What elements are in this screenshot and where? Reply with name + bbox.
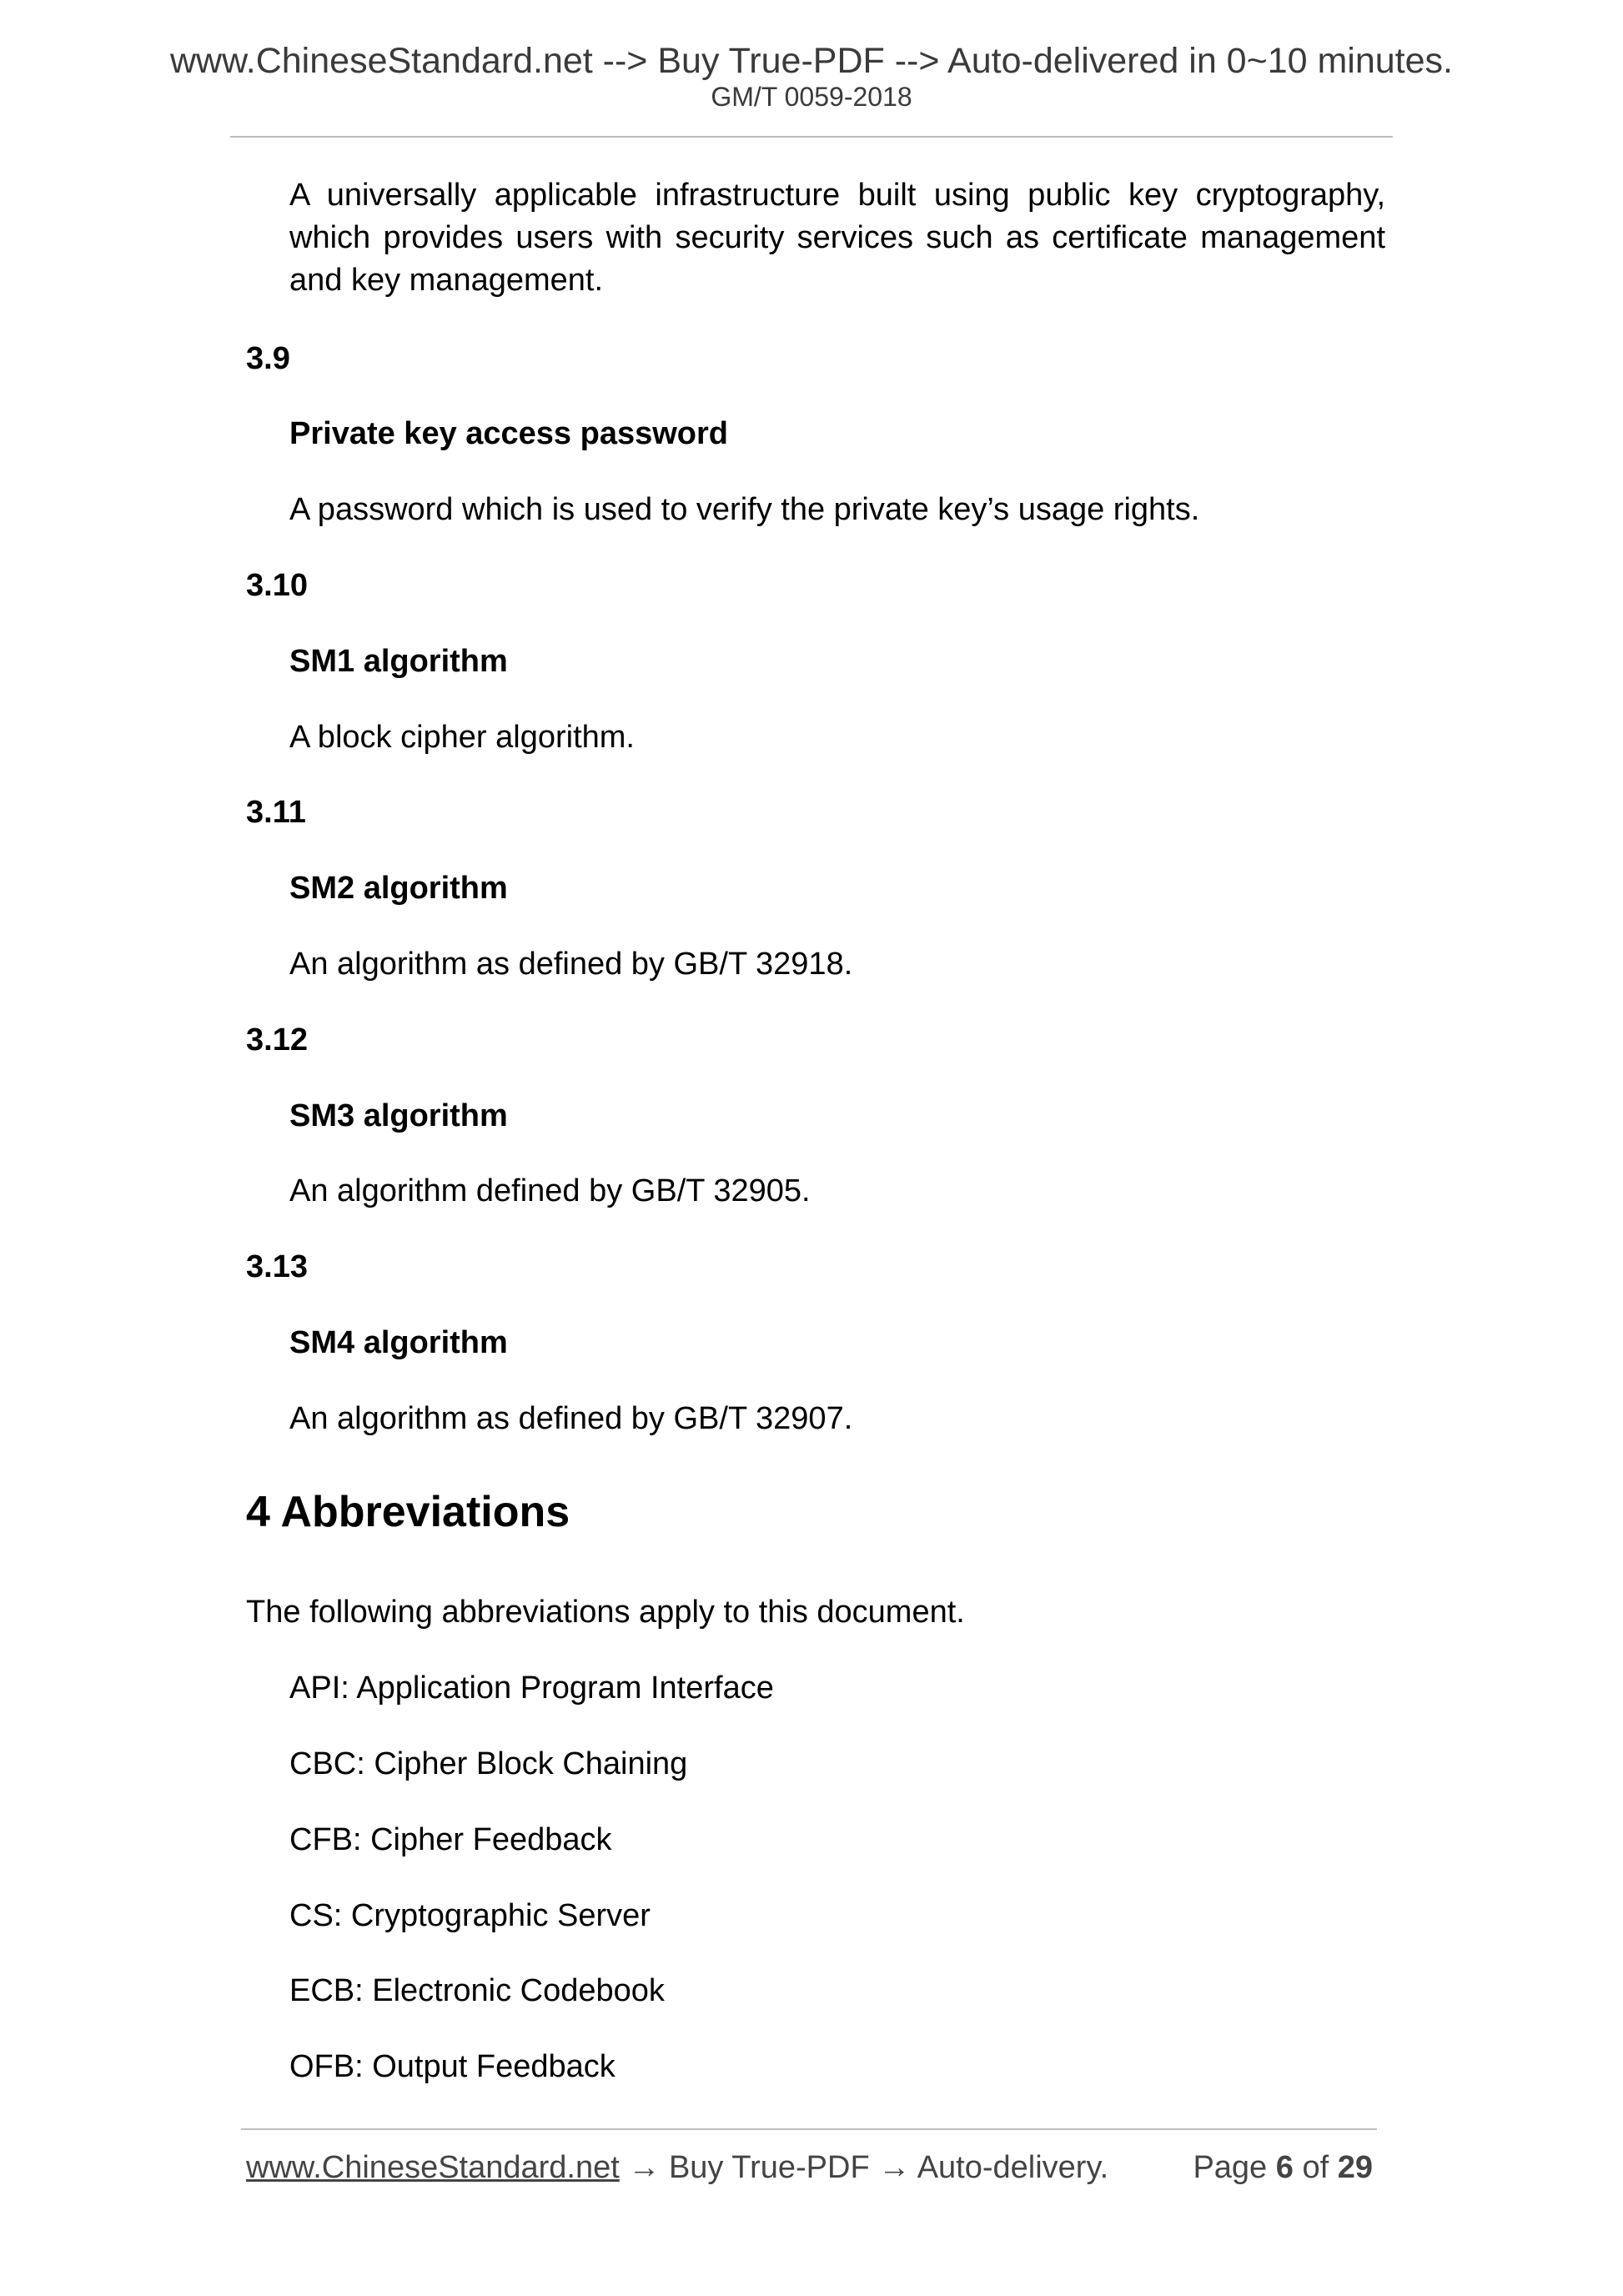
term-definition: An algorithm as defined by GB/T 32907. [289,1401,853,1436]
term-title: SM3 algorithm [289,1098,508,1133]
of-label: of [1302,2150,1329,2185]
term-number: 3.12 [246,1022,308,1058]
term-number: 3.11 [246,795,306,830]
section-heading: 4 Abbreviations [246,1488,570,1536]
term-title: Private key access password [289,416,729,451]
term-title: SM4 algorithm [289,1325,508,1360]
term-definition: An algorithm defined by GB/T 32905. [289,1173,811,1208]
term-title: SM1 algorithm [289,644,508,679]
footer-divider [241,2128,1377,2130]
term-number: 3.13 [246,1249,308,1284]
term-number: 3.10 [246,568,308,603]
header-divider [230,136,1393,138]
intro-definition: A universally applicable infrastructure built using public key cryptography, which provides users with security services such as certificate management and key management. [289,178,1385,298]
abbreviation-item: ECB: Electronic Codebook [289,1973,665,2008]
abbreviation-item: CFB: Cipher Feedback [289,1822,612,1857]
abbreviation-item: API: Application Program Interface [289,1671,774,1706]
section-intro: The following abbreviations apply to this document. [246,1595,965,1630]
document-code: GM/T 0059-2018 [711,82,912,112]
term-definition: A block cipher algorithm. [289,720,635,755]
abbreviation-item: CBC: Cipher Block Chaining [289,1746,688,1781]
header-banner: www.ChineseStandard.net --> Buy True-PDF --> Auto-delivered in 0~10 minutes. [169,41,1453,81]
abbreviation-item: CS: Cryptographic Server [289,1898,651,1933]
term-title: SM2 algorithm [289,871,508,906]
term-number: 3.9 [246,341,290,376]
page-label: Page [1193,2150,1268,2185]
abbreviation-item: OFB: Output Feedback [289,2049,616,2084]
page-footer [246,2149,1373,2188]
footer-tagline: → Buy True-PDF → Auto-delivery. [619,2150,1109,2185]
page-indicator [1193,2149,1373,2188]
footer-site-link[interactable]: www.ChineseStandard.net [246,2150,620,2185]
total-pages: 29 [1337,2150,1373,2185]
term-definition: An algorithm as defined by GB/T 32918. [289,947,853,982]
term-definition: A password which is used to verify the private key’s usage rights. [289,492,1200,527]
page-number: 6 [1275,2150,1294,2185]
